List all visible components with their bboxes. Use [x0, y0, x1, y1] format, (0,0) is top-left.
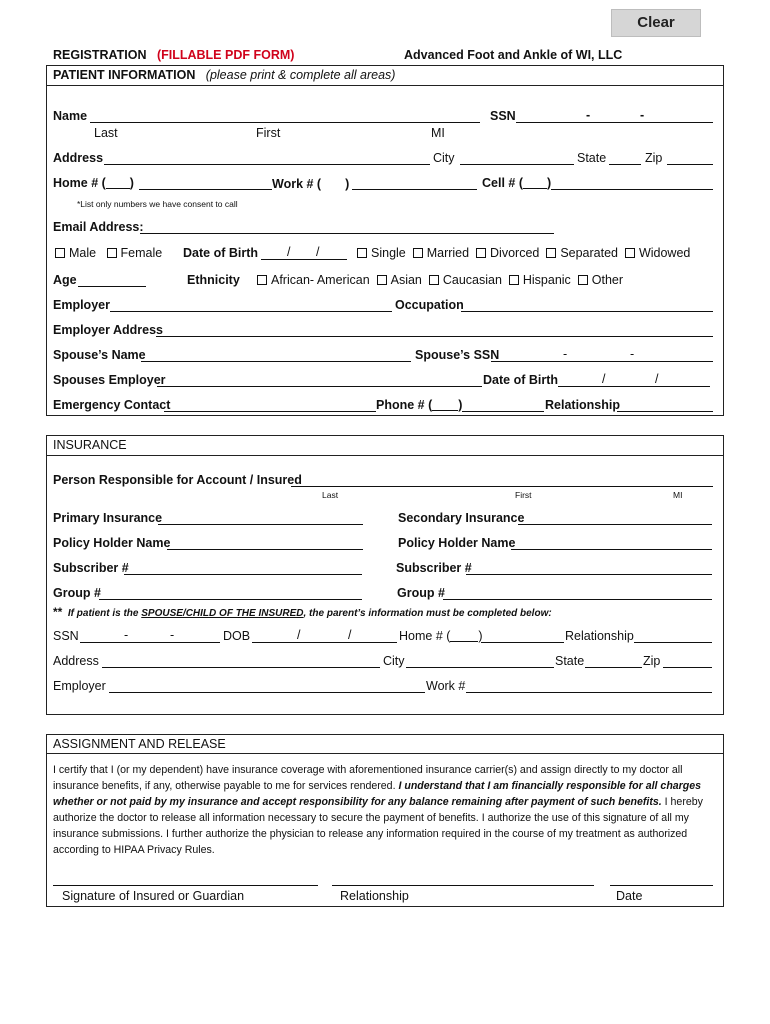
- cell-phone-label: Cell # ( ): [482, 176, 552, 190]
- secondary-insurance-label: Secondary Insurance: [398, 511, 525, 525]
- occupation-label: Occupation: [395, 298, 464, 312]
- employer-field[interactable]: [110, 311, 392, 312]
- age-label: Age: [53, 273, 77, 287]
- name-last-caption: Last: [94, 126, 118, 140]
- age-field[interactable]: [78, 286, 146, 287]
- parent-city-label: City: [383, 654, 405, 668]
- name-field[interactable]: [90, 122, 480, 123]
- emergency-contact-label: Emergency Contact: [53, 398, 171, 412]
- employer-address-label: Employer Address: [53, 323, 163, 337]
- spouse-dob-label: Date of Birth: [483, 373, 558, 387]
- dob-label: Date of Birth: [183, 246, 258, 260]
- spouse-ssn-dash-1: -: [563, 347, 568, 361]
- parent-dob-slash-1: /: [297, 628, 301, 642]
- practice-name: Advanced Foot and Ankle of WI, LLC: [404, 48, 623, 62]
- emergency-phone-field[interactable]: [462, 411, 544, 412]
- separated-checkbox[interactable]: [546, 248, 556, 258]
- city-field[interactable]: [460, 164, 574, 165]
- work-phone-field[interactable]: [352, 189, 477, 190]
- primary-insurance-field[interactable]: [158, 524, 363, 525]
- name-label: Name: [53, 109, 88, 123]
- married-checkbox[interactable]: [413, 248, 423, 258]
- state-label: State: [577, 151, 607, 165]
- parent-city-field[interactable]: [406, 667, 554, 668]
- signature-field[interactable]: [53, 885, 318, 886]
- ssn-label: SSN: [490, 109, 516, 123]
- patient-info-subtitle: (please print & complete all areas): [205, 68, 396, 82]
- patient-header-divider: [46, 85, 724, 86]
- employer-address-field[interactable]: [156, 336, 713, 337]
- email-label: Email Address:: [53, 220, 144, 234]
- parent-zip-field[interactable]: [663, 667, 712, 668]
- secondary-policy-holder-label: Policy Holder Name: [398, 536, 516, 550]
- assignment-header-divider: [46, 753, 724, 754]
- zip-label: Zip: [645, 151, 663, 165]
- fillable-label: (FILLABLE PDF FORM): [156, 48, 295, 62]
- parent-employer-field[interactable]: [109, 692, 425, 693]
- patient-info-section: [46, 65, 724, 416]
- spouse-dob-slash-2: /: [655, 372, 659, 386]
- insurance-header-divider: [46, 455, 724, 456]
- parent-home-field[interactable]: [481, 642, 564, 643]
- hispanic-checkbox[interactable]: [509, 275, 519, 285]
- parent-home-label: Home # ( ): [399, 629, 483, 643]
- emergency-relationship-field[interactable]: [617, 411, 713, 412]
- secondary-subscriber-field[interactable]: [466, 574, 712, 575]
- spouse-ssn-field[interactable]: [491, 361, 713, 362]
- spouse-name-label: Spouse’s Name: [53, 348, 146, 362]
- secondary-group-field[interactable]: [443, 599, 712, 600]
- zip-field[interactable]: [667, 164, 713, 165]
- divorced-checkbox[interactable]: [476, 248, 486, 258]
- secondary-policy-holder-field[interactable]: [511, 549, 712, 550]
- primary-subscriber-label: Subscriber #: [53, 561, 129, 575]
- parent-work-field[interactable]: [466, 692, 712, 693]
- spouse-dob-slash-1: /: [602, 372, 606, 386]
- city-label: City: [433, 151, 455, 165]
- date-field[interactable]: [610, 885, 713, 886]
- occupation-field[interactable]: [461, 311, 713, 312]
- name-mi-caption: MI: [431, 126, 445, 140]
- parent-ssn-dash-1: -: [124, 628, 129, 642]
- spouse-ssn-label: Spouse’s SSN: [415, 348, 500, 362]
- secondary-group-label: Group #: [397, 586, 445, 600]
- responsible-field[interactable]: [291, 486, 713, 487]
- address-field[interactable]: [104, 164, 430, 165]
- email-field[interactable]: [140, 233, 554, 234]
- primary-policy-holder-field[interactable]: [167, 549, 363, 550]
- clear-button[interactable]: Clear: [611, 9, 701, 37]
- employer-label: Employer: [53, 298, 110, 312]
- ethnicity-options: African- American Asian Caucasian Hispanic Other: [257, 273, 623, 287]
- emergency-contact-field[interactable]: [164, 411, 376, 412]
- african-american-checkbox[interactable]: [257, 275, 267, 285]
- caucasian-checkbox[interactable]: [429, 275, 439, 285]
- spouse-child-note: ** If patient is the SPOUSE/CHILD OF THE INSURED, the parent’s information must be completed below:: [53, 605, 552, 619]
- ethnicity-label: Ethnicity: [187, 273, 240, 287]
- home-phone-field[interactable]: [139, 189, 272, 190]
- spouse-dob-field[interactable]: [558, 386, 710, 387]
- work-phone-label: Work # ( ): [272, 177, 350, 191]
- responsible-first-caption: First: [515, 490, 532, 500]
- responsible-label: Person Responsible for Account / Insured: [53, 473, 302, 487]
- relationship-field[interactable]: [332, 885, 594, 886]
- sex-options: Male Female: [55, 246, 162, 260]
- primary-policy-holder-label: Policy Holder Name: [53, 536, 171, 550]
- name-first-caption: First: [256, 126, 281, 140]
- patient-info-title: PATIENT INFORMATION: [53, 68, 196, 82]
- parent-relationship-label: Relationship: [565, 629, 634, 643]
- spouse-name-field[interactable]: [141, 361, 411, 362]
- dob-field[interactable]: [261, 259, 347, 260]
- parent-address-label: Address: [53, 654, 99, 668]
- parent-dob-slash-2: /: [348, 628, 352, 642]
- registration-label: REGISTRATION: [53, 48, 147, 62]
- ssn-dash-2: -: [640, 108, 645, 122]
- relationship-caption: Relationship: [340, 889, 409, 903]
- consent-note: *List only numbers we have consent to call: [77, 199, 238, 209]
- parent-address-field[interactable]: [102, 667, 380, 668]
- spouse-employer-label: Spouses Employer: [53, 373, 166, 387]
- spouse-employer-field[interactable]: [157, 386, 482, 387]
- spouse-ssn-dash-2: -: [630, 347, 635, 361]
- ssn-field[interactable]: [516, 122, 713, 123]
- secondary-subscriber-label: Subscriber #: [396, 561, 472, 575]
- parent-work-label: Work #: [426, 679, 466, 693]
- parent-dob-label: DOB: [223, 629, 251, 643]
- assignment-text: I certify that I (or my dependent) have insurance coverage with aforementioned insurance carrier(s) and assign directly to my doctor all insurance benefits, if any, otherwise payable to me for services rendered. I understand that I am financially responsible for all charges whether or not paid by my insurance and accept responsibility for any balance remaining after payment of such benefits. I hereby authorize the doctor to release all information necessary to secure the payment of benefits. I authorize the use of this signature of all my insurance submissions. I further authorize the physician to release any information required in the course of my treatment as authorized according to HIPAA Privacy Rules.: [53, 764, 703, 856]
- male-checkbox[interactable]: [55, 248, 65, 258]
- primary-insurance-label: Primary Insurance: [53, 511, 163, 525]
- parent-state-label: State: [555, 654, 585, 668]
- widowed-checkbox[interactable]: [625, 248, 635, 258]
- parent-zip-label: Zip: [643, 654, 661, 668]
- female-checkbox[interactable]: [107, 248, 117, 258]
- dob-slash-2: /: [316, 245, 320, 259]
- parent-ssn-label: SSN: [53, 629, 79, 643]
- secondary-insurance-field[interactable]: [518, 524, 712, 525]
- parent-ssn-field[interactable]: [80, 642, 220, 643]
- primary-group-label: Group #: [53, 586, 101, 600]
- dob-slash-1: /: [287, 245, 291, 259]
- marital-options: Single Married Divorced Separated Widowed: [357, 246, 690, 260]
- state-field[interactable]: [609, 164, 641, 165]
- primary-subscriber-field[interactable]: [124, 574, 362, 575]
- other-checkbox[interactable]: [578, 275, 588, 285]
- assignment-title: ASSIGNMENT AND RELEASE: [53, 737, 226, 751]
- signature-caption: Signature of Insured or Guardian: [62, 889, 245, 903]
- patient-header: [53, 68, 395, 82]
- parent-employer-label: Employer: [53, 679, 106, 693]
- primary-group-field[interactable]: [99, 599, 362, 600]
- emergency-phone-label: Phone # ( ): [376, 398, 463, 412]
- date-caption: Date: [616, 889, 643, 903]
- asian-checkbox[interactable]: [377, 275, 387, 285]
- single-checkbox[interactable]: [357, 248, 367, 258]
- ssn-dash-1: -: [586, 108, 591, 122]
- parent-dob-field[interactable]: [252, 642, 397, 643]
- address-label: Address: [53, 151, 104, 165]
- parent-ssn-dash-2: -: [170, 628, 175, 642]
- insurance-title: INSURANCE: [53, 438, 127, 452]
- responsible-mi-caption: MI: [673, 490, 683, 500]
- cell-phone-field[interactable]: [551, 189, 713, 190]
- form-title: [53, 48, 294, 62]
- home-phone-label: Home # ( ): [53, 176, 134, 190]
- parent-relationship-field[interactable]: [634, 642, 712, 643]
- responsible-last-caption: Last: [322, 490, 339, 500]
- parent-state-field[interactable]: [585, 667, 642, 668]
- emergency-relationship-label: Relationship: [545, 398, 621, 412]
